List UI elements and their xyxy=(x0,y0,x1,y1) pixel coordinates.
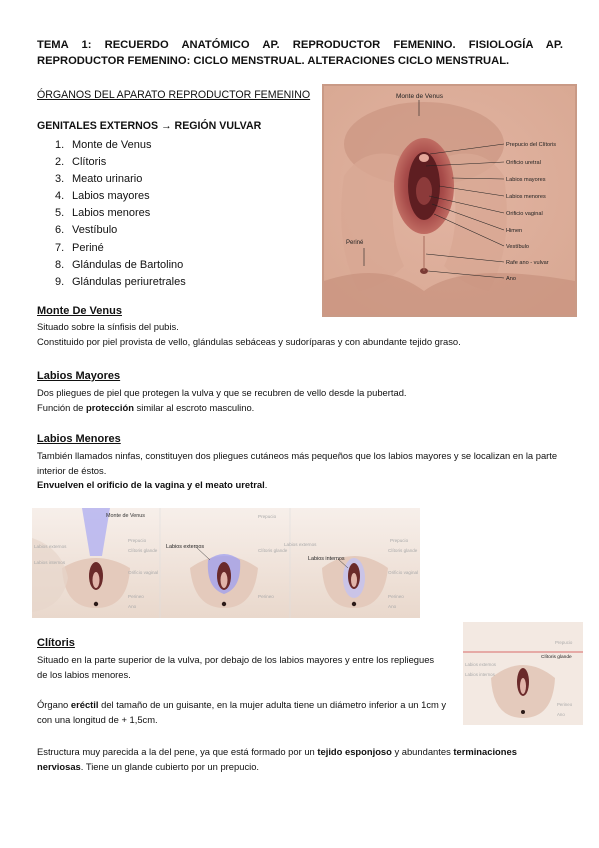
list-item: 2. Clítoris xyxy=(55,156,107,169)
vulva-anatomy-illustration xyxy=(324,86,575,315)
svg-text:Orificio uretral: Orificio uretral xyxy=(506,160,541,166)
labia-comparison-illustration xyxy=(32,508,420,618)
label-labios-internos: Labios internos xyxy=(308,556,345,562)
svg-text:Perineo: Perineo xyxy=(258,594,274,599)
svg-text:Perineo: Perineo xyxy=(557,702,573,707)
monte-text: Situado sobre la sínfisis del pubis. Constituido por piel provista de vello, glándulas sebáceas y sudoríparas y con abundante tejido graso. xyxy=(37,321,461,347)
list-item: 3. Meato urinario xyxy=(55,173,143,186)
svg-text:Ano: Ano xyxy=(506,276,516,282)
svg-text:Ano: Ano xyxy=(128,604,137,609)
clitoris-para1: Situado en la parte superior de la vulva, por debajo de los labios mayores y entre los repliegues de los labios menores. xyxy=(37,654,435,680)
label-perine: Periné xyxy=(346,240,364,246)
clitoris-para2: Órgano eréctil del tamaño de un guisante, en la mujer adulta tiene un diámetro inferior a un 1cm y con una longitud de + 1,5cm. xyxy=(37,699,447,725)
svg-text:Orificio vaginal: Orificio vaginal xyxy=(388,570,419,575)
svg-text:Ano: Ano xyxy=(557,712,565,717)
list-item: 6. Vestíbulo xyxy=(55,224,118,237)
svg-text:Orificio vaginal: Orificio vaginal xyxy=(506,211,543,217)
genitales-heading: GENITALES EXTERNOS → REGIÓN VULVAR xyxy=(37,120,262,132)
svg-text:Himen: Himen xyxy=(506,228,523,234)
list-item: 5. Labios menores xyxy=(55,207,151,220)
svg-text:Prepucio: Prepucio xyxy=(390,538,409,543)
clitoris-illustration xyxy=(463,622,583,725)
list-item: 7. Periné xyxy=(55,241,104,254)
list-item: 9. Glándulas periuretrales xyxy=(55,275,186,288)
svg-text:Prepucio: Prepucio xyxy=(555,640,573,645)
svg-text:Clítoris glande: Clítoris glande xyxy=(258,548,288,553)
clitoris-figure xyxy=(463,622,583,725)
svg-text:Ano: Ano xyxy=(388,604,397,609)
svg-text:Perineo: Perineo xyxy=(128,594,144,599)
svg-text:Labios internos: Labios internos xyxy=(465,672,495,677)
labia-comparison-figure xyxy=(32,508,420,618)
labios-menores-text: También llamados ninfas, constituyen dos pliegues cutáneos más pequeños que los labios mayores y se localizan en la parte interior de éstos. Envuelven el orificio de la vagina y el meato uretral. xyxy=(37,450,558,491)
vulva-anatomy-figure xyxy=(322,84,577,317)
svg-text:Rafe ano - vulvar: Rafe ano - vulvar xyxy=(506,260,549,266)
clitoris-heading: Clítoris xyxy=(37,637,75,649)
list-item: 1. Monte de Venus xyxy=(55,139,152,151)
svg-text:Labios menores: Labios menores xyxy=(506,194,546,200)
document-title: TEMA 1: RECUERDO ANATÓMICO AP. REPRODUCTOR FEMENINO. FISIOLOGÍA AP. REPRODUCTOR FEMENINO: CICLO MENSTRUAL. ALTERACIONES CICLO MENSTRUAL. xyxy=(37,39,563,67)
svg-text:Prepucio: Prepucio xyxy=(128,538,147,543)
label-monte-venus-small: Monte de Venus xyxy=(106,513,145,519)
list-item: 4. Labios mayores xyxy=(55,190,150,203)
labios-mayores-heading: Labios Mayores xyxy=(37,370,121,382)
svg-text:Vestíbulo: Vestíbulo xyxy=(506,244,530,250)
monte-heading: Monte De Venus xyxy=(37,305,122,317)
label-labios-externos: Labios externos xyxy=(166,544,205,550)
svg-text:Labios internos: Labios internos xyxy=(34,560,66,565)
labios-mayores-text: Dos pliegues de piel que protegen la vulva y que se recubren de vello desde la pubertad. Función de protección similar al escroto masculino. xyxy=(37,387,407,413)
svg-text:Orificio vaginal: Orificio vaginal xyxy=(128,570,159,575)
svg-text:Prepucio del Clítoris: Prepucio del Clítoris xyxy=(506,142,557,148)
svg-text:Labios mayores: Labios mayores xyxy=(506,177,546,183)
svg-text:Labios externos: Labios externos xyxy=(465,662,496,667)
organs-heading: ÓRGANOS DEL APARATO REPRODUCTOR FEMENINO xyxy=(37,89,311,101)
svg-text:Labios externos: Labios externos xyxy=(284,542,317,547)
organ-list xyxy=(55,137,186,291)
list-item: 8. Glándulas de Bartolino xyxy=(55,258,184,271)
labios-menores-heading: Labios Menores xyxy=(37,433,121,445)
svg-text:Perineo: Perineo xyxy=(388,594,404,599)
label-monte-venus: Monte de Venus xyxy=(396,93,443,100)
svg-text:Prepucio: Prepucio xyxy=(258,514,277,519)
clitoris-para3: Estructura muy parecida a la del pene, ya que está formado por un tejido esponjoso y abundantes terminaciones nerviosas. Tiene un glande cubierto por un prepucio. xyxy=(37,746,517,772)
label-clitoris-glande: Clítoris glande xyxy=(541,655,572,660)
svg-text:Clítoris glande: Clítoris glande xyxy=(388,548,418,553)
svg-text:Labios externos: Labios externos xyxy=(34,544,67,549)
svg-text:Clítoris glande: Clítoris glande xyxy=(128,548,158,553)
